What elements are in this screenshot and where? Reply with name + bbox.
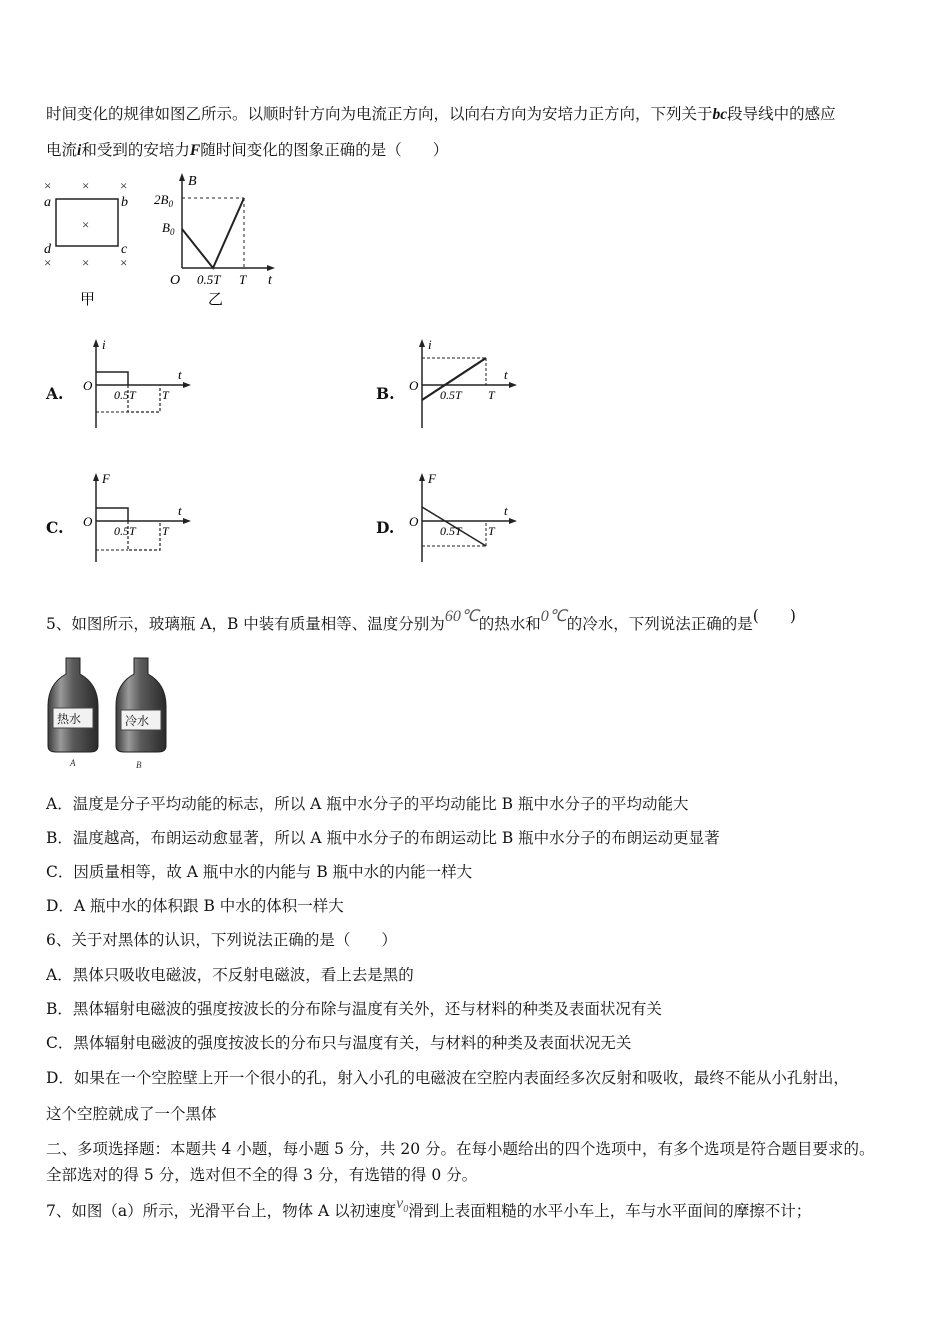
label-c: c (121, 242, 128, 257)
svg-text:×: × (82, 217, 90, 232)
q4-option-d-graph[interactable] (404, 470, 524, 566)
q5-stem: 5、如图所示，玻璃瓶 A，B 中装有质量相等、温度分别为60℃的热水和0℃的冷水，下列说法正确的是( ) (46, 607, 796, 633)
svg-text:O: O (83, 514, 93, 529)
svg-text:A: A (70, 758, 76, 768)
yi-origin: O (170, 273, 181, 288)
svg-text:2B0: $2B_0$ (154, 192, 173, 209)
svg-text:×: × (120, 178, 128, 193)
yi-tick-half: 0.5T (197, 272, 221, 287)
svg-text:O: O (409, 378, 419, 393)
svg-text:t: t (504, 367, 508, 382)
q5-option-d[interactable]: D．A 瓶中水的体积跟 B 中水的体积一样大 (46, 897, 344, 915)
svg-text:冷水: 冷水 (125, 714, 150, 728)
section2-header-line1: 二、多项选择题：本题共 4 小题，每小题 5 分，共 20 分。在每小题给出的四个选项中，有多个选项是符合题目要求的。 (46, 1140, 875, 1158)
svg-text:i: i (102, 337, 106, 352)
label-b: b (121, 195, 128, 210)
caption-yi: 乙 (208, 292, 224, 308)
figure-yi (152, 168, 282, 310)
q4-stem-line1: 时间变化的规律如图乙所示。以顺时针方向为电流正方向，以向右方向为安培力正方向，下列关于bc段导线中的感应 (46, 105, 836, 123)
svg-text:T: T (488, 388, 495, 402)
q4-stem-line2: 电流i和受到的安培力F随时间变化的图象正确的是（ ） (46, 141, 449, 159)
svg-text:×: × (44, 178, 52, 193)
svg-text:B: B (136, 760, 142, 770)
svg-text:t: t (504, 503, 508, 518)
bottle-b (116, 658, 166, 770)
bottle-a (48, 658, 98, 768)
q6-option-c[interactable]: C．黑体辐射电磁波的强度按波长的分布只与温度有关，与材料的种类及表面状况无关 (46, 1034, 632, 1052)
svg-text:×: × (120, 255, 128, 270)
svg-text:热水: 热水 (57, 712, 82, 726)
svg-text:0.5T: 0.5T (114, 388, 136, 402)
svg-text:F: F (102, 471, 110, 486)
yi-axis-B: B (188, 174, 197, 189)
yi-B-curve (182, 198, 244, 268)
var-bc: bc (712, 106, 728, 123)
bottles-figure (44, 654, 176, 772)
q4-option-d-label: D. (376, 518, 395, 537)
label-d: d (44, 242, 51, 257)
svg-text:O: O (83, 378, 93, 393)
svg-text:O: O (409, 514, 419, 529)
section2-header-line2: 全部选对的得 5 分，选对但不全的得 3 分，有选错的得 0 分。 (46, 1166, 478, 1184)
figure-jia (38, 176, 138, 310)
svg-text:t: t (178, 503, 182, 518)
svg-text:t: t (178, 367, 182, 382)
temp-60: 60℃ (444, 608, 479, 625)
caption-jia: 甲 (80, 292, 96, 308)
temp-0: 0℃ (540, 608, 567, 625)
svg-text:T: T (162, 388, 169, 402)
svg-text:0.5T: 0.5T (114, 524, 136, 538)
q6-stem: 6、关于对黑体的认识，下列说法正确的是（ ） (46, 931, 397, 949)
svg-text:×: × (82, 178, 90, 193)
q6-option-a[interactable]: A．黑体只吸收电磁波，不反射电磁波，看上去是黑的 (46, 966, 414, 984)
svg-text:T: T (162, 524, 169, 538)
svg-text:T: T (488, 524, 495, 538)
q5-option-c[interactable]: C．因质量相等，故 A 瓶中水的内能与 B 瓶中水的内能一样大 (46, 863, 473, 881)
q6-option-d[interactable]: D．如果在一个空腔壁上开一个很小的孔，射入小孔的电磁波在空腔内表面经多次反射和吸收，最终不能从小孔射出， (46, 1069, 849, 1087)
svg-text:0.5T: 0.5T (440, 524, 462, 538)
svg-text:F: F (428, 471, 436, 486)
q4-option-c-graph[interactable] (78, 470, 198, 566)
q4-option-b-graph[interactable] (404, 336, 524, 432)
q4-option-c-label: C. (46, 518, 64, 537)
q4-option-b-label: B. (376, 384, 395, 403)
q6-option-b[interactable]: B．黑体辐射电磁波的强度按波长的分布除与温度有关外，还与材料的种类及表面状况有关 (46, 1000, 662, 1018)
q5-option-b[interactable]: B．温度越高，布朗运动愈显著，所以 A 瓶中水分子的布朗运动比 B 瓶中水分子的布朗运动更显著 (46, 829, 720, 847)
svg-text:×: × (44, 255, 52, 270)
svg-text:0.5T: 0.5T (440, 388, 462, 402)
svg-text:×: × (82, 255, 90, 270)
label-a: a (44, 195, 51, 210)
yi-axis-t: t (268, 273, 272, 288)
svg-text:B0: $B_0$ (162, 220, 175, 237)
q5-option-a[interactable]: A．温度是分子平均动能的标志，所以 A 瓶中水分子的平均动能比 B 瓶中水分子的平均动能大 (46, 795, 689, 813)
q7-stem: 7、如图（a）所示，光滑平台上，物体 A 以初速度$v_0$滑到上表面粗糙的水平小车上，车与水平面间的摩擦不计； (46, 1195, 812, 1220)
q6-option-d-cont: 这个空腔就成了一个黑体 (46, 1105, 217, 1123)
yi-tick-T: T (239, 272, 247, 287)
q4-option-a-graph[interactable] (78, 336, 198, 432)
v0-symbol: $v_0$ (396, 1195, 409, 1216)
q4-option-a-label: A. (46, 384, 64, 403)
svg-text:i: i (428, 337, 432, 352)
